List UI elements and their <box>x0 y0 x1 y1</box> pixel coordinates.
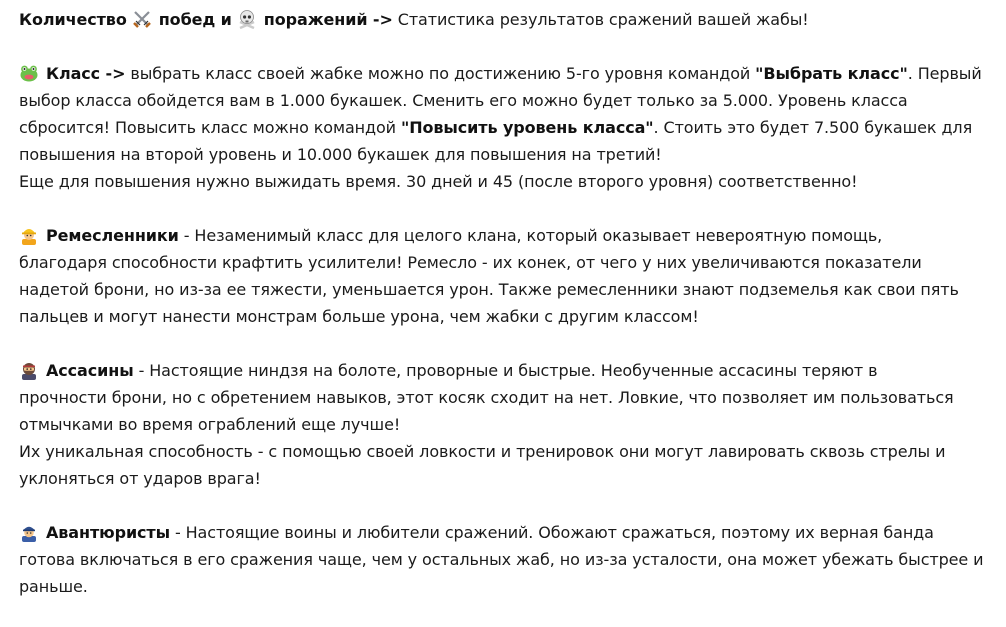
assassins-line-5: уклоняться от ударов врага! <box>19 469 261 488</box>
crafters-line-4: пальцев и могут нанести монстрам больше урона, чем жабки с другим классом! <box>19 307 699 326</box>
adventurers-paragraph <box>19 519 994 600</box>
command-choose-class: "Выбрать класс" <box>755 64 908 83</box>
crossed-swords-icon <box>132 9 152 29</box>
frog-icon <box>19 63 39 83</box>
crafters-label: Ремесленники <box>46 226 179 245</box>
class-text-3b: . Стоить это будет 7.500 букашек для <box>653 118 973 137</box>
stats-description: Статистика результатов сражений вашей жабы! <box>392 10 809 29</box>
adventurers-line-2: готова включаться в его сражения чаще, чем у остальных жаб, но из-за усталости, она может убежать быстрее и <box>19 550 984 569</box>
stats-line <box>19 6 994 33</box>
ninja-icon <box>19 360 39 380</box>
class-paragraph <box>19 60 994 195</box>
adventurers-line-3: раньше. <box>19 577 88 596</box>
class-text-1b: . Первый <box>907 64 982 83</box>
crafters-text-1: - Незаменимый класс для целого клана, который оказывает невероятную помощь, <box>178 226 883 245</box>
class-text-1a: выбрать класс своей жабке можно по достижению 5-го уровня командой <box>125 64 756 83</box>
adventurers-text-1: - Настоящие воины и любители сражений. Обожают сражаться, поэтому их верная банда <box>169 523 934 542</box>
construction-worker-icon <box>19 225 39 245</box>
assassins-line-4: Их уникальная способность - с помощью своей ловкости и тренировок они могут лавировать сквозь стрелы и <box>19 442 946 461</box>
assassins-line-1 <box>19 357 994 384</box>
class-label: Класс -> <box>46 64 126 83</box>
class-line-5: Еще для повышения нужно выжидать время. 30 дней и 45 (после второго уровня) соответственно! <box>19 172 858 191</box>
crafters-line-1 <box>19 222 994 249</box>
document-body <box>19 6 994 627</box>
class-line-3 <box>19 114 994 141</box>
assassins-paragraph <box>19 357 994 492</box>
guard-icon <box>19 522 39 542</box>
assassins-line-2: прочности брони, но с обретением навыков, этот косяк сходит на нет. Ловкие, что позволяет им пользоваться <box>19 388 954 407</box>
class-text-3a: сбросится! Повысить класс можно командой <box>19 118 401 137</box>
assassins-line-3: отмычками во время ограблений еще лучше! <box>19 415 401 434</box>
stats-title-word3: поражений -> <box>263 10 393 29</box>
stats-title-word1: Количество <box>19 10 127 29</box>
assassins-text-1: - Настоящие ниндзя на болоте, проворные и быстрые. Необученные ассасины теряют в <box>133 361 878 380</box>
stats-title-word2: побед и <box>158 10 232 29</box>
stats-paragraph <box>19 6 994 33</box>
class-line-2: выбор класса обойдется вам в 1.000 букашек. Сменить его можно будет только за 5.000. Уровень класса <box>19 91 908 110</box>
command-upgrade-class: "Повысить уровень класса" <box>400 118 654 137</box>
crafters-line-3: надетой брони, но из-за ее тяжести, уменьшается урон. Также ремесленники знают подземелья как свои пять <box>19 280 959 299</box>
class-line-1 <box>19 60 994 87</box>
crafters-line-2: благодаря способности крафтить усилители! Ремесло - их конек, от чего у них увеличиваются показатели <box>19 253 922 272</box>
crafters-paragraph <box>19 222 994 330</box>
adventurers-label: Авантюристы <box>46 523 170 542</box>
class-line-4: повышения на второй уровень и 10.000 букашек для повышения на третий! <box>19 145 662 164</box>
adventurers-line-1 <box>19 519 994 546</box>
skull-crossbones-icon <box>237 9 257 29</box>
assassins-label: Ассасины <box>46 361 134 380</box>
